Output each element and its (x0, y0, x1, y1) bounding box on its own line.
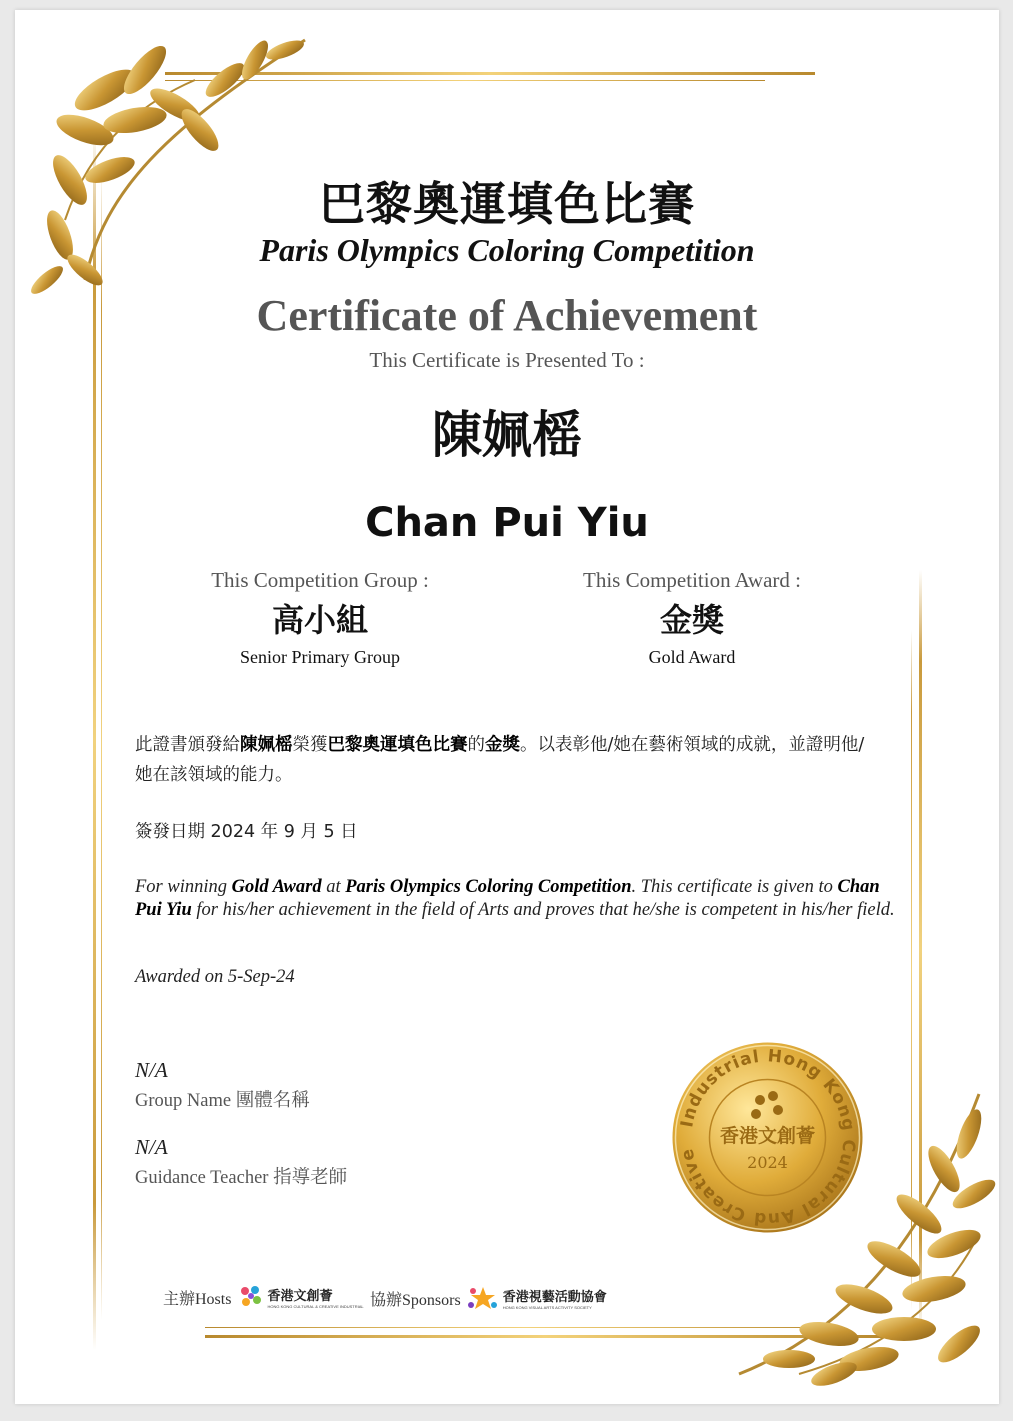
english-citation (135, 876, 895, 922)
zh-award-name: 金獎 (485, 735, 520, 755)
sponsors-label: 協辦Sponsors (370, 1291, 461, 1309)
en-text-part: . This certificate is given to (631, 877, 838, 897)
seal-center-text: 香港文創薈 (719, 1125, 816, 1147)
sponsors-logo-subtitle: HONG KONG VISUAL ARTS ACTIVITY SOCIETY (502, 1305, 592, 1310)
title-chinese: 巴黎奧運填色比賽 (319, 177, 695, 231)
title-english: Paris Olympics Coloring Competition (259, 232, 755, 268)
hosts-label: 主辦Hosts (163, 1290, 232, 1308)
en-text-part: for his/her achievement in the field of Arts and proves that he/she is competent in his/her field. (191, 900, 895, 920)
sponsors-logo-name: 香港視藝活動協會 (502, 1290, 607, 1305)
frame-left-line-inner (101, 170, 102, 1320)
chinese-issue-date: 簽發日期 2024 年 9 月 5 日 (135, 822, 358, 842)
hosts-logo-text (267, 1285, 363, 1309)
hosts-logo-subtitle: HONG KONG CULTURAL & CREATIVE INDUSTRIAL (267, 1304, 364, 1309)
recipient-name-english: Chan Pui Yiu (365, 500, 649, 546)
award-value-chinese: 金獎 (659, 601, 724, 639)
certificate-page (15, 10, 999, 1404)
group-label: This Competition Group : (211, 568, 429, 592)
en-text-part: at (321, 877, 346, 897)
certificate-heading: Certificate of Achievement (256, 291, 758, 340)
award-value-english: Gold Award (648, 647, 736, 667)
en-recipient-name: Chan Pui Yiu (135, 877, 880, 920)
teacher-value: N/A (135, 1135, 168, 1159)
zh-text-part: 榮獲 (292, 735, 328, 755)
group-value-english: Senior Primary Group (240, 647, 400, 667)
sponsors-section (370, 1285, 607, 1311)
group-value-chinese: 高小組 (271, 601, 368, 639)
hosts-logo-icon (237, 1285, 263, 1309)
seal-year: 2024 (747, 1153, 788, 1172)
hosts-section (163, 1285, 364, 1309)
award-label: This Competition Award : (583, 568, 801, 592)
zh-competition-name: 巴黎奧運填色比賽 (327, 735, 468, 755)
en-award-name: Gold Award (231, 877, 322, 897)
chinese-citation (135, 730, 875, 790)
zh-text-part: 的 (467, 735, 485, 755)
teacher-label: Guidance Teacher 指導老師 (135, 1168, 348, 1188)
sponsors-logo-text (503, 1286, 607, 1310)
competition-group (160, 568, 480, 668)
en-competition-name: Paris Olympics Coloring Competition (345, 877, 632, 897)
gold-seal-icon (660, 1030, 875, 1245)
zh-text-part: 。以表彰他/她在藝術領域的成就，並證明他/她在該領域的能力。 (135, 735, 865, 785)
group-name-value: N/A (135, 1058, 168, 1082)
presented-to-text: This Certificate is Presented To : (369, 348, 645, 372)
seal-ring-text: Industrial Hong Kong Cultural And Creative (677, 1046, 859, 1229)
recipient-name-chinese: 陳姵榣 (432, 406, 582, 464)
zh-recipient-name: 陳姵榣 (240, 735, 293, 755)
group-name-label: Group Name 團體名稱 (135, 1091, 310, 1111)
english-issue-date: Awarded on 5-Sep-24 (135, 967, 295, 987)
en-text-part: For winning (135, 877, 232, 897)
competition-award (532, 568, 852, 668)
zh-text-part: 此證書頒發給 (135, 735, 240, 755)
sponsors-logo-icon (467, 1285, 499, 1311)
hosts-logo-name: 香港文創薈 (267, 1289, 333, 1304)
